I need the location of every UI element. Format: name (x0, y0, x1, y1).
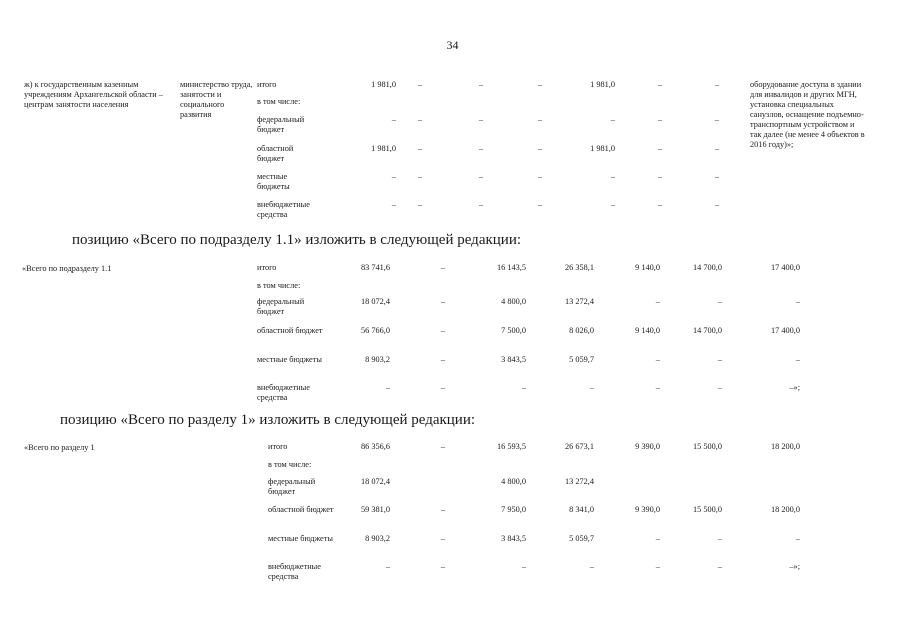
block3-row-local-cell-6: – (717, 534, 722, 543)
block2-row-regional-cell-2: – (440, 326, 446, 335)
block2-row-local-label: местные бюджеты (257, 355, 322, 364)
block2-row-extrabudget-cell-5: – (655, 383, 660, 392)
block1-row-local-cell-3: – (478, 172, 484, 181)
block3-row-extrabudget-cell-7: –»; (789, 562, 800, 571)
block3-row-federal-cell-4: 13 272,4 (564, 477, 594, 486)
page-number: 34 (446, 38, 459, 52)
block1-row-total-cell-7: – (714, 80, 720, 89)
block1-note: оборудование доступа в здании для инвалидов и других МГН, установка специальных санузлов, оснащение подъемно-транспортным устройством и так далее (не менее 4 объектов в 2016 году)»; (750, 80, 865, 149)
block3-row-regional-cell-5: 9 390,0 (635, 505, 660, 514)
block2-row-total-cell-4: 26 358,1 (564, 263, 594, 272)
block2-row-total-cell-5: 9 140,0 (635, 263, 660, 272)
block2-row-total-cell-2: – (440, 263, 446, 272)
block2-row-total-cell-6: 14 700,0 (692, 263, 722, 272)
block2-row-local-cell-1: 8 903,2 (365, 355, 390, 364)
block1-row-extrabudget-cell-1: – (391, 200, 396, 209)
block2-row-local-cell-5: – (655, 355, 660, 364)
block1-row-incl-label: в том числе: (257, 97, 301, 106)
block3-row-local-label: местные бюджеты (268, 534, 333, 543)
block1-row-regional-cell-7: – (714, 144, 720, 153)
block2-row-regional-cell-1: 56 766,0 (360, 326, 390, 335)
block1-row-extrabudget-cell-3: – (478, 200, 484, 209)
block3-row-total-cell-6: 15 500,0 (692, 442, 722, 451)
block1-row-local-cell-4: – (537, 172, 543, 181)
block3-row-federal-cell-1: 18 072,4 (360, 477, 390, 486)
block3-row-local-cell-2: – (440, 534, 446, 543)
block3-row-regional-cell-6: 15 500,0 (692, 505, 722, 514)
block1-row-total-cell-3: – (478, 80, 484, 89)
block2-row-federal-cell-3: 4 800,0 (501, 297, 526, 306)
block1-row-regional-label: областной бюджет (257, 144, 294, 163)
block3-row-incl-label: в том числе: (268, 460, 312, 469)
block1-row-extrabudget-label: внебюджетные средства (257, 200, 310, 219)
block2-row-regional-cell-4: 8 026,0 (569, 326, 594, 335)
block1-row-local-cell-6: – (657, 172, 663, 181)
block3-row-extrabudget-cell-3: – (521, 562, 526, 571)
block3-row-regional-cell-1: 59 381,0 (360, 505, 390, 514)
block2-row-total-cell-7: 17 400,0 (770, 263, 800, 272)
block2-row-federal-cell-2: – (440, 297, 446, 306)
block2-row-regional-cell-7: 17 400,0 (770, 326, 800, 335)
block1-row-federal-label: федеральный бюджет (257, 115, 305, 134)
block3-name: «Всего по разделу 1 (24, 443, 95, 452)
block2-row-federal-cell-5: – (655, 297, 660, 306)
block1-row-regional-cell-1: 1 981,0 (371, 144, 396, 153)
block2-row-local-cell-6: – (717, 355, 722, 364)
block1-row-total-cell-6: – (657, 80, 663, 89)
block1-row-regional-cell-6: – (657, 144, 663, 153)
block1-row-extrabudget-cell-6: – (657, 200, 663, 209)
block1-row-extrabudget-cell-2: – (417, 200, 423, 209)
block2-row-extrabudget-cell-6: – (717, 383, 722, 392)
block2-row-incl-label: в том числе: (257, 281, 301, 290)
block1-row-federal-cell-3: – (478, 115, 484, 124)
block2-row-federal-cell-4: 13 272,4 (564, 297, 594, 306)
block3-row-extrabudget-cell-5: – (655, 562, 660, 571)
block2-row-extrabudget-cell-3: – (521, 383, 526, 392)
block1-row-total-cell-4: – (537, 80, 543, 89)
block3-row-federal-cell-3: 4 800,0 (501, 477, 526, 486)
block3-row-total-cell-5: 9 390,0 (635, 442, 660, 451)
block2-row-federal-cell-6: – (717, 297, 722, 306)
block3-row-regional-cell-7: 18 200,0 (770, 505, 800, 514)
block1-row-local-cell-5: – (610, 172, 615, 181)
block2-row-regional-cell-3: 7 500,0 (501, 326, 526, 335)
block1-row-extrabudget-cell-7: – (714, 200, 720, 209)
block1-row-regional-cell-2: – (417, 144, 423, 153)
block1-row-total-label: итого (257, 80, 277, 89)
block3-row-total-cell-1: 86 356,6 (360, 442, 390, 451)
block3-row-extrabudget-cell-6: – (717, 562, 722, 571)
block1-row-federal-cell-7: – (714, 115, 720, 124)
block2-name: «Всего по подразделу 1.1 (22, 264, 112, 273)
block1-row-local-label: местные бюджеты (257, 172, 290, 191)
block2-row-total-cell-3: 16 143,5 (496, 263, 526, 272)
block3-row-local-cell-7: – (795, 534, 800, 543)
block1-row-extrabudget-cell-4: – (537, 200, 543, 209)
block1-row-regional-cell-3: – (478, 144, 484, 153)
block2-row-extrabudget-cell-4: – (589, 383, 594, 392)
block2-row-local-cell-3: 3 843,5 (501, 355, 526, 364)
block1-row-local-cell-7: – (714, 172, 720, 181)
heading-section: позицию «Всего по разделу 1» изложить в следующей редакции: (60, 412, 476, 428)
block3-row-regional-cell-3: 7 950,0 (501, 505, 526, 514)
block2-row-regional-cell-5: 9 140,0 (635, 326, 660, 335)
block1-row-local-cell-2: – (417, 172, 423, 181)
block2-row-extrabudget-label: внебюджетные средства (257, 383, 310, 402)
block2-row-extrabudget-cell-1: – (385, 383, 390, 392)
block2-row-local-cell-2: – (440, 355, 446, 364)
block3-row-regional-cell-2: – (440, 505, 446, 514)
block3-row-extrabudget-cell-4: – (589, 562, 594, 571)
block3-row-local-cell-3: 3 843,5 (501, 534, 526, 543)
block3-row-extrabudget-label: внебюджетные средства (268, 562, 321, 581)
block1-row-local-cell-1: – (391, 172, 396, 181)
block2-row-local-cell-4: 5 059,7 (569, 355, 594, 364)
block1-row-federal-cell-4: – (537, 115, 543, 124)
block2-row-extrabudget-cell-7: –»; (789, 383, 800, 392)
block3-row-extrabudget-cell-1: – (385, 562, 390, 571)
block2-row-regional-cell-6: 14 700,0 (692, 326, 722, 335)
block3-row-federal-label: федеральный бюджет (268, 477, 316, 496)
block1-row-federal-cell-1: – (391, 115, 396, 124)
block2-row-total-label: итого (257, 263, 277, 272)
block3-row-total-cell-2: – (440, 442, 446, 451)
block3-row-regional-cell-4: 8 341,0 (569, 505, 594, 514)
block1-row-total-cell-1: 1 981,0 (371, 80, 396, 89)
block2-row-federal-cell-1: 18 072,4 (360, 297, 390, 306)
block1-name: ж) к государственным казенным учреждениям Архангельской области – центрам занятости населения (24, 80, 163, 109)
block3-row-local-cell-5: – (655, 534, 660, 543)
block2-row-regional-label: областной бюджет (257, 326, 323, 335)
block3-row-total-cell-4: 26 673,1 (564, 442, 594, 451)
block1-row-total-cell-5: 1 981,0 (590, 80, 615, 89)
block1-row-extrabudget-cell-5: – (610, 200, 615, 209)
block1-row-regional-cell-5: 1 981,0 (590, 144, 615, 153)
block3-row-total-cell-7: 18 200,0 (770, 442, 800, 451)
block1-row-total-cell-2: – (417, 80, 423, 89)
block3-row-local-cell-1: 8 903,2 (365, 534, 390, 543)
block2-row-total-cell-1: 83 741,6 (360, 263, 390, 272)
block3-row-total-label: итого (268, 442, 288, 451)
block3-row-local-cell-4: 5 059,7 (569, 534, 594, 543)
block1-executor: министерство труда, занятости и социального развития (180, 80, 253, 119)
block1-row-federal-cell-6: – (657, 115, 663, 124)
block2-row-local-cell-7: – (795, 355, 800, 364)
block2-row-extrabudget-cell-2: – (440, 383, 446, 392)
block1-row-federal-cell-2: – (417, 115, 423, 124)
block1-row-regional-cell-4: – (537, 144, 543, 153)
heading-subsection: позицию «Всего по подразделу 1.1» изложить в следующей редакции: (72, 232, 522, 248)
block1-row-federal-cell-5: – (610, 115, 615, 124)
block3-row-regional-label: областной бюджет (268, 505, 334, 514)
block3-row-total-cell-3: 16 593,5 (496, 442, 526, 451)
block3-row-extrabudget-cell-2: – (440, 562, 446, 571)
block2-row-federal-cell-7: – (795, 297, 800, 306)
block2-row-federal-label: федеральный бюджет (257, 297, 305, 316)
